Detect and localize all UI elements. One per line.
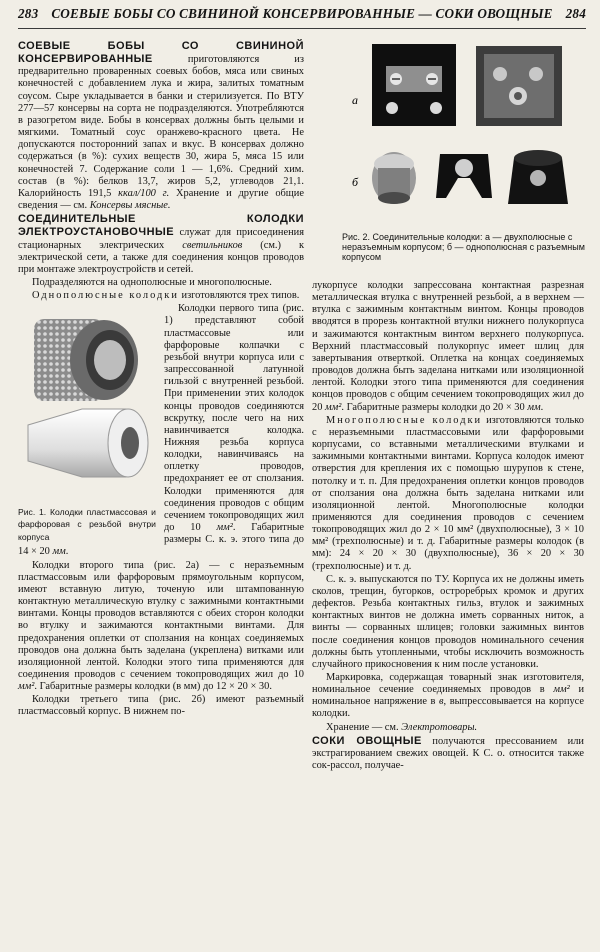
page-number-right: 284 [565,6,586,21]
entry-soy-beans: СОЕВЫЕ БОБЫ СО СВИНИНОЙ КОНСЕРВИРОВАННЫЕ приготовляются из предварительно проваренных соевых бобов, мяса или свиных конечностей с добавлением лука и жира, залитых томатным соусом. Сыре укладывается в банки и стерилизуется. По ВТУ 277—57 консервы на сорта не подразделяются. Употребляются в разогретом виде. Бобы в консервах должны быть целыми и мягкими. Томатный соус оранжево-красного цвета. Не допускаются посторонний запах и вкус. В консервах должно содержаться (в %): сухих веществ 30, жира 5, мяса 15 или конечностей 7. Содержание соли 1 — 1,6%. Средний хим. состав (в %): белков 13,7, жиров 5,2, углеводов 21,1. Калорийность 191,5 ккал/100 г. Хранение и другие общие сведения — см. Консервы мясные. [18,40,304,212]
label-a: а [352,93,358,107]
entry-heading: СОЕВЫЕ БОБЫ СО СВИНИНОЙ КОНСЕРВИРОВАННЫЕ [18,40,304,66]
paragraph-type3-cont: лукорпусе колодки запрессована контактная разрезная металлическая втулка с внутренней резьбой, а в верхнем — втулка с зажимным контактным винтом. Концы проводов вводятся в прорезь контактной втулки нижнего полукорпуса и зажимаются контактным винтом верхнего полукорпуса. Верхний пластмассовый полукорпус имеет шлиц для завертывания отверткой. Оплетка на концах соединяемых проводов должна быть заделана нитками или изоляционной лентой. Колодки этого типа применяются для соединения концов проводов с общим сечением токопроводящих жил до 20 мм². Габаритные размеры колодки до 20 × 30 мм. [312,280,584,413]
figure-1 [18,307,156,543]
entry-vegetable-juices: СОКИ ОВОЩНЫЕ получаются прессованием или экстрагированием свежих овощей. К С. о. относится также сок-рассол, получае- [312,734,584,772]
single-pole-connector-parts [372,150,568,204]
paragraph-type3: Колодки третьего типа (рис. 2б) имеют разъемный пластмассовый корпус. В нижнем по- [18,694,304,718]
figure-2-photo [338,36,588,230]
cross-reference: Электротовары. [401,721,478,733]
page-number-left: 283 [18,6,39,21]
entry-heading: СОКИ ОВОЩНЫЕ [312,734,422,747]
paragraph-storage: Хранение — см. Электротовары. [326,721,478,733]
figure-1-caption: Рис. 1. Колодки пластмассовая и фарфоровая с резьбой внутри корпуса [18,507,156,542]
running-header [18,6,586,29]
figure-2 [338,36,588,230]
paragraph-type2: Колодки второго типа (рис. 2а) — с неразъемным пластмассовым или фарфоровым прямоугольным корпусом, имеют вставную литую, точеную или штампованную контактную металлическую втулку с зажимными контактными винтами. Концы проводов вставляются с обеих сторон колодки во втулку и зажимаются контактными винтами. Для предохранения оплетки от сползания на концах соединяемых проводов она должна быть заделана (укреплена) витками или изоляционной лентой. Колодки этого типа применяются для соединения проводов с сечением токопроводящих жил до 10 мм². Габаритные размеры колодки (в мм) до 12 × 20 × 30. [18,559,304,693]
entry-connectors: СОЕДИНИТЕЛЬНЫЕ КОЛОДКИ ЭЛЕКТРОУСТАНОВОЧНЫЕ служат для присоединения стационарных электрических светильников (см.) к электрической сети, а также для соединения концов проводов при монтаже электроустройств и сетей. [18,213,304,275]
cross-reference: светильников [182,239,243,251]
paragraph-tu: С. к. э. выпускаются по ТУ. Корпуса их не должны иметь сколов, трещин, бугорков, остроребрых кромок и других дефектов. Резьба контактных гильз, втулок и зажимных контактных винтов не должна иметь сорванных ниток, а винты — сорванных шлицев; головки зажимных винтов после соединения концов проводов номинального сечения должны быть утопленными, чтобы исключить возможность случайного прикосновения к ним после установки. [312,573,584,670]
label-b: б [352,175,359,189]
right-column [312,280,584,773]
figure-1-photo [18,307,156,507]
two-pole-connector-front [372,44,456,126]
header-title: СОЕВЫЕ БОБЫ СО СВИНИНОЙ КОНСЕРВИРОВАННЫЕ — СОКИ ОВОЩНЫЕ [51,6,553,21]
paragraph-type1: Рис. 1. Колодки пластмассовая и фарфоровая с резьбой внутри корпуса Колодки первого типа (рис. 1) представляют собой пластмассовые или фарфоровые колпачки с резьбой внутри корпуса или с запрессованной латунной гильзой с внутренней резьбой. При применении этих колодок концы проводов соединяются вскрутку, после чего на них навинчивается колодка. Нижняя резьба корпуса колодки, навинчиваясь на оплетку проводов, предохраняет ее от сползания. Колодки применяются для соединения проводов с общим сечением токопроводящих жил до 10 мм². Габаритные размеры С. к. э. этого типа до 14 × 20 мм. [18,303,304,558]
figure-2-caption: Рис. 2. Соединительные колодки: а — двухполюсные с неразъемным корпусом; б — однополюсная с разъемным корпусом [342,232,585,263]
paragraph-marking: Маркировка, содержащая товарный знак изготовителя, номинальное сечение соединяемых проводов в мм² и номинальное напряжение в в, выпрессовывается на корпусе колодки. [312,672,584,720]
plastic-connector-photo [34,319,138,401]
two-pole-connector-back [476,46,562,126]
porcelain-connector-photo [28,409,148,477]
entry-heading: СОЕДИНИТЕЛЬНЫЕ КОЛОДКИ ЭЛЕКТРОУСТАНОВОЧНЫЕ [18,213,304,239]
cross-reference: Консервы мясные. [89,200,171,212]
paragraph-multipole: Многополюсные колодки изготовляются только с неразъемными пластмассовыми или фарфоровыми корпусами, со вставными металлическими втулками и зажимными контактными винтами. Корпуса колодок имеют отверстия для крепления их с помощью шурупов к стене, потолку и т. п. Для предохранения оплетки концов проводов от сползания она должна быть заделана нитками или изоляционной лентой. Многополюсные колодки применяются для соединения проводов с сечением токопроводящих жил до 2 × 10 мм² (двухполюсные), 3 × 10 мм² (трехполюсные) и т. д. Габаритные размеры колодок (в мм): 24 × 20 × 30 (двухполюсные), 36 × 20 × 30 (трехполюсные) и т. д. [312,414,584,572]
left-column [18,40,304,720]
paragraph: Подразделяются на однополюсные и многополюсные. [32,276,272,288]
paragraph: Однополюсные колодки изготовляются трех типов. [32,290,300,302]
